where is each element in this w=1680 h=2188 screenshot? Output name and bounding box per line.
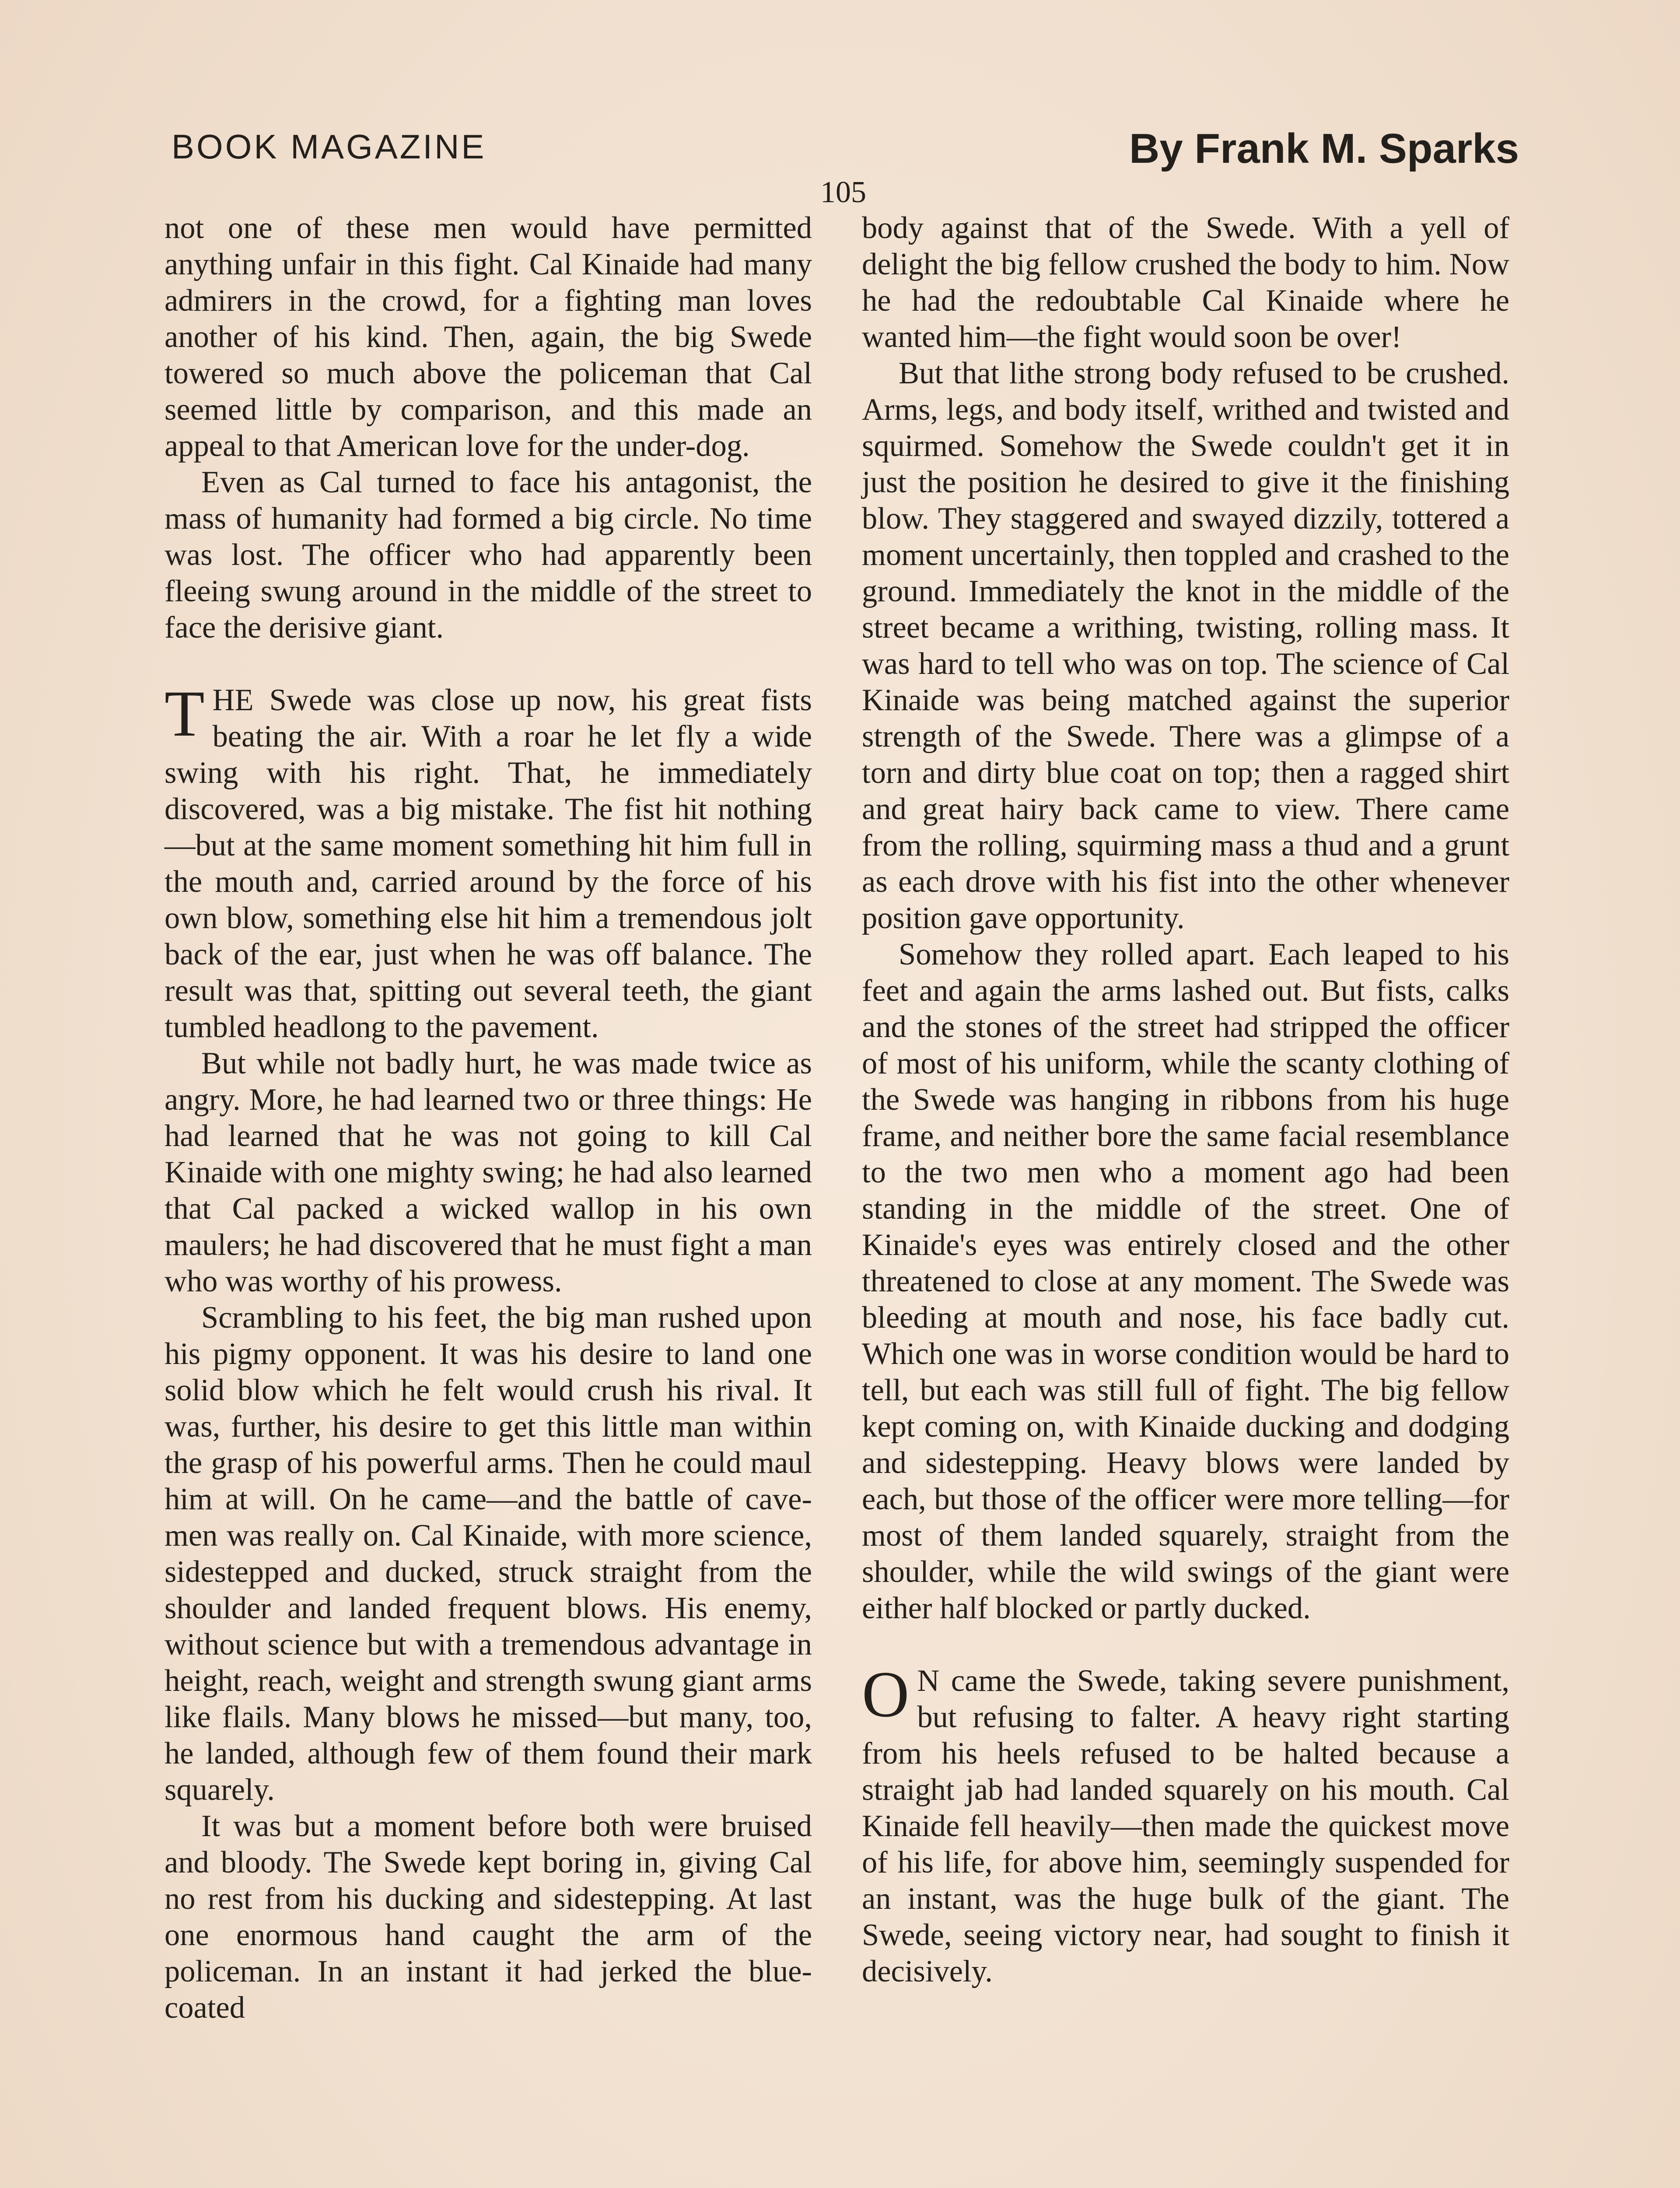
paragraph: not one of these men would have permitted anything unfair in this fight. Cal Kinaide had many admirers in the crowd, for a fighting man loves another of his kind. Then, again, the big Swede towered so much above the policeman that Cal seemed little by comparison, and this made an appeal to that American love for the under-dog.	[164, 211, 812, 463]
paragraph: Scrambling to his feet, the big man rushed upon his pigmy opponent. It was his desire to land one solid blow which he felt would crush his rival. It was, further, his desire to get this little man within the grasp of his powerful arms. Then he could maul him at will. On he came—and the battle of cave-men was really on. Cal Kinaide, with more science, sidestepped and ducked, struck straight from the shoulder and landed frequent blows. His enemy, without science but with a tremendous advantage in height, reach, weight and strength swung giant arms like flails. Many blows he missed—but many, too, he landed, although few of them found their mark squarely.	[164, 1301, 812, 1807]
paragraph: Somehow they rolled apart. Each leaped to his feet and again the arms lashed out. But fists, calks and the stones of the street had stripped the officer of most of his uniform, while the scanty clothing of the Swede was hanging in ribbons from his huge frame, and neither bore the same facial resemblance to the two men who a moment ago had been standing in the middle of the street. One of Kinaide's eyes was entirely closed and the other threatened to close at any moment. The Swede was bleeding at mouth and nose, his face badly cut. Which one was in worse condition would be hard to tell, but each was still full of fight. The big fellow kept coming on, with Kinaide ducking and dodging and sidestepping. Heavy blows were landed by each, but those of the officer were more telling—for most of them landed squarely, straight from the shoulder, while the wild swings of the giant were either half blocked or partly ducked.	[862, 937, 1509, 1625]
paragraph: Even as Cal turned to face his antagonist, the mass of humanity had formed a big circle. No time was lost. The officer who had apparently been fleeing swung around in the middle of the street to face the derisive giant.	[164, 465, 812, 645]
drop-cap: O	[862, 1658, 910, 1731]
paragraph: It was but a moment before both were bruised and bloody. The Swede kept boring in, giving Cal no rest from his ducking and sidestepping. At last one enormous hand caught the arm of the policeman. In an instant it had jerked the blue-coated	[164, 1809, 812, 2025]
paragraph-text: N came the Swede, taking severe punishment, but refusing to falter. A heavy right starting from his heels refused to be halted because a straight jab had landed squarely on his mouth. Cal Kinaide fell heavily—then made the quickest move of his life, for above him, seemingly suspended for an instant, was the huge bulk of the giant. The Swede, seeing victory near, had sought to finish it decisively.	[862, 1664, 1509, 1988]
paragraph: But while not badly hurt, he was made twice as angry. More, he had learned two or three things: He had learned that he was not going to kill Cal Kinaide with one mighty swing; he had also learned that Cal packed a wicked wallop in his own maulers; he had discovered that he must fight a man who was worthy of his prowess.	[164, 1046, 812, 1298]
paragraph-section-start	[164, 677, 812, 1045]
paragraph: body against that of the Swede. With a yell of delight the big fellow crushed the body to him. Now he had the redoubtable Cal Kinaide where he wanted him—the fight would soon be over!	[862, 211, 1509, 354]
left-column	[164, 210, 812, 2026]
author-byline: By Frank M. Sparks	[1129, 125, 1519, 172]
drop-cap: T	[164, 677, 205, 750]
magazine-title: BOOK MAGAZINE	[172, 127, 486, 166]
paragraph: But that lithe strong body refused to be crushed. Arms, legs, and body itself, writhed and twisted and squirmed. Somehow the Swede couldn't get it in just the position he desired to give it the finishing blow. They staggered and swayed dizzily, tottered a moment uncertainly, then toppled and crashed to the ground. Immediately the knot in the middle of the street became a writhing, twisting, rolling mass. It was hard to tell who was on top. The science of Cal Kinaide was being matched against the superior strength of the Swede. There was a glimpse of a torn and dirty blue coat on top; then a ragged shirt and great hairy back came to view. There came from the rolling, squirming mass a thud and a grunt as each drove with his fist into the other whenever position gave opportunity.	[862, 356, 1509, 935]
paragraph-section-start	[862, 1658, 1509, 1990]
page-number: 105	[820, 175, 866, 209]
right-column	[862, 210, 1509, 1990]
paragraph-text: HE Swede was close up now, his great fists beating the air. With a roar he let fly a wide swing with his right. That, he immediately discovered, was a big mistake. The fist hit nothing—but at the same moment something hit him full in the mouth and, carried around by the force of his own blow, something else hit him a tremendous jolt back of the ear, just when he was off balance. The result was that, spitting out several teeth, the giant tumbled headlong to the pavement.	[164, 683, 812, 1044]
